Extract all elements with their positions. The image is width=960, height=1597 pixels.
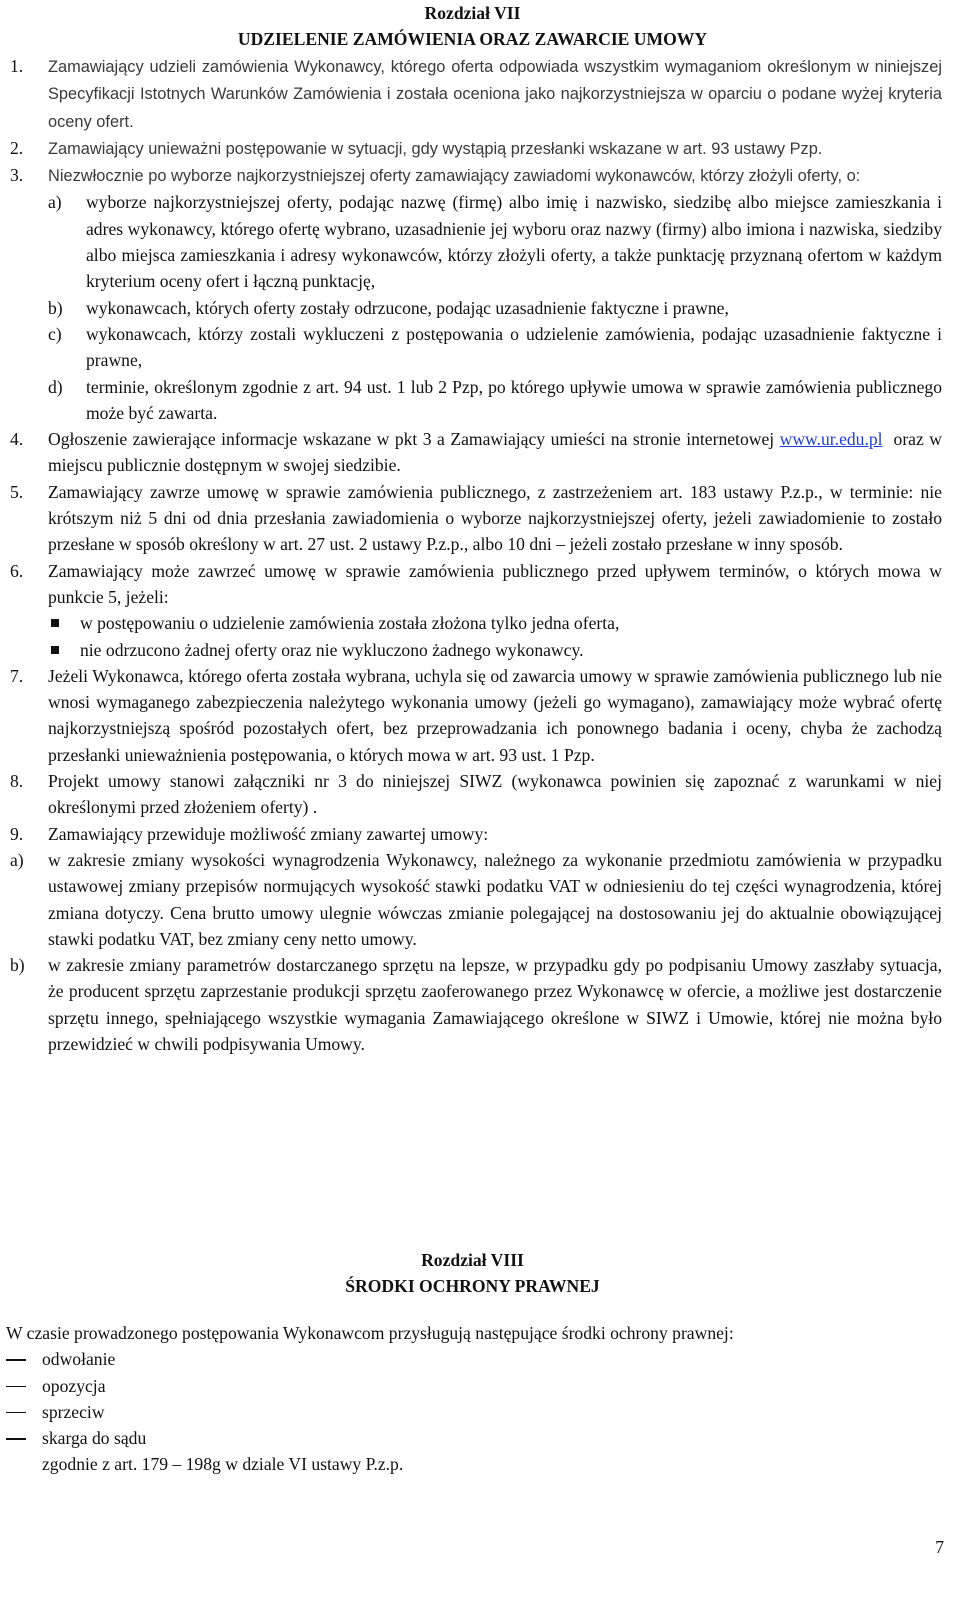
- chapter-7-body: [10, 53, 947, 1057]
- page-number: 7: [935, 1537, 944, 1557]
- chapter-7-heading: [0, 0, 945, 53]
- item-number: 9.: [10, 823, 24, 844]
- list-item: [6, 1346, 942, 1372]
- item-5: [10, 479, 942, 558]
- bullet-text: nie odrzucono żadnej oferty oraz nie wykluczono żadnego wykonawcy.: [80, 639, 584, 660]
- subitem-3a: [48, 189, 942, 294]
- subitem-label: c): [48, 323, 62, 344]
- chapter-8-body: [6, 1320, 942, 1478]
- item-text-after-link: oraz w miejscu publicznie dostępnym w swojej siedzibie.: [48, 429, 947, 476]
- remedy-text: skarga do sądu: [42, 1428, 147, 1449]
- item-text-before-link: Ogłoszenie zawierające informacje wskazane w pkt 3 a Zamawiający umieści na stronie internetowej: [48, 429, 780, 450]
- item-3: [10, 162, 942, 189]
- list-item: [6, 1373, 942, 1399]
- subitem-label: a): [10, 849, 24, 870]
- dash-bullet-icon: [6, 1359, 26, 1361]
- item-6: [10, 558, 942, 611]
- remedy-text: odwołanie: [42, 1349, 116, 1370]
- dash-bullet-icon: [6, 1412, 26, 1414]
- item-text: Zamawiający może zawrzeć umowę w sprawie zamówienia publicznego przed upływem terminów, o których mowa w punkcie 5, jeżeli:: [48, 560, 942, 607]
- subitem-text: w zakresie zmiany wysokości wynagrodzenia Wykonawcy, należnego za wykonanie przedmiotu zamówienia w przypadku ustawowej zmiany przepisów normujących wysokość stawki podatku VAT w odniesieniu do tej części wynagrodzenia, której zmiana dotyczy. Cena brutto umowy ulegnie wówczas zmianie polegającej na dostosowaniu jej do aktualnie obowiązującej stawki podatku VAT, bez zmiany ceny netto umowy.: [48, 849, 942, 949]
- item-number: 3.: [10, 165, 24, 186]
- chapter-8-subtitle: ŚRODKI OCHRONY PRAWNEJ: [345, 1276, 600, 1297]
- item-number: 2.: [10, 137, 24, 158]
- subitem-text: wykonawcach, którzy zostali wykluczeni z postępowania o udzielenie zamówienia, podając uzasadnienie faktyczne i prawne,: [86, 323, 942, 371]
- list-item: [48, 637, 942, 663]
- dash-bullet-icon: [6, 1386, 26, 1388]
- item-text: Zamawiający przewiduje możliwość zmiany zawartej umowy:: [48, 823, 489, 844]
- item-number: 1.: [10, 56, 24, 76]
- list-item: [6, 1425, 942, 1451]
- subitem-9a: [10, 847, 942, 952]
- subitem-label: b): [10, 955, 25, 976]
- chapter-8-closing: zgodnie z art. 179 – 198g w dziale VI ustawy P.z.p.: [42, 1454, 404, 1475]
- item-number: 7.: [10, 665, 24, 686]
- item-7: [10, 663, 942, 768]
- item-9: [10, 821, 942, 847]
- subitem-3b: [48, 295, 942, 321]
- item-number: 4.: [10, 429, 24, 450]
- chapter-8-intro: W czasie prowadzonego postępowania Wykonawcom przysługują następujące środki ochrony prawnej:: [6, 1323, 734, 1343]
- item-text: Niezwłocznie po wyborze najkorzystniejszej oferty zamawiający zawiadomi wykonawców, którzy złożyli oferty, o:: [48, 167, 861, 186]
- subitem-label: b): [48, 297, 63, 318]
- subitem-3c: [48, 321, 942, 374]
- item-text: Projekt umowy stanowi załączniki nr 3 do niniejszej SIWZ (wykonawca powinien się zapoznać z warunkami w niej określonymi przed złożeniem oferty) .: [48, 771, 942, 818]
- item-number: 6.: [10, 560, 24, 581]
- item-8: [10, 768, 942, 821]
- item-number: 5.: [10, 481, 24, 502]
- item-text: Zamawiający unieważni postępowanie w sytuacji, gdy wystąpią przesłanki wskazane w art. 93 ustawy Pzp.: [48, 139, 823, 158]
- chapter-8-heading: [0, 1247, 945, 1300]
- chapter-7-title: Rozdział VII: [424, 3, 521, 23]
- item-6-bullet-list: [48, 610, 942, 663]
- chapter-8-title: Rozdział VIII: [421, 1250, 524, 1270]
- item-1: [10, 53, 942, 135]
- item-2: [10, 135, 942, 162]
- item-text: Zamawiający zawrze umowę w sprawie zamówienia publicznego, z zastrzeżeniem art. 183 ustawy P.z.p., w terminie: nie krótszym niż 5 dni od dnia przesłania zawiadomienia o wyborze najkorzystniejszej oferty, jeżeli zawiadomienie to zostało przesłane w sposób określony w art. 27 ust. 2 ustawy P.z.p., albo 10 dni – jeżeli zostało przesłane w inny sposób.: [48, 481, 942, 555]
- dash-bullet-icon: [6, 1438, 26, 1440]
- item-number: 8.: [10, 771, 24, 792]
- square-bullet-icon: [51, 646, 59, 654]
- item-text: Zamawiający udzieli zamówienia Wykonawcy, którego oferta odpowiada wszystkim wymaganiom określonym w niniejszej Specyfikacji Istotnych Warunków Zamówienia i została oceniona jako najkorzystniejsza w oparciu o podane wyżej kryteria oceny ofert.: [48, 58, 942, 131]
- subitem-3d: [48, 374, 942, 427]
- remedy-text: sprzeciw: [42, 1401, 105, 1422]
- subitem-text: w zakresie zmiany parametrów dostarczanego sprzętu na lepsze, w przypadku gdy po podpisaniu Umowy zaszłaby sytuacja, że producent sprzętu zaprzestanie produkcji sprzętu zaoferowanego przez Wykonawcę w ofercie, a możliwe jest dostarczenie sprzętu innego, spełniającego wszystkie wymagania Zamawiającego określone w SIWZ i Umowie, której nie można było przewidzieć w chwili podpisywania Umowy.: [48, 955, 942, 1054]
- bullet-text: w postępowaniu o udzielenie zamówienia została złożona tylko jedna oferta,: [80, 613, 620, 634]
- square-bullet-icon: [51, 619, 59, 627]
- list-item: [6, 1399, 942, 1425]
- subitem-label: d): [48, 376, 63, 397]
- remedy-text: opozycja: [42, 1375, 106, 1396]
- subitem-text: terminie, określonym zgodnie z art. 94 ust. 1 lub 2 Pzp, po którego upływie umowa w sprawie zamówienia publicznego może być zawarta.: [86, 376, 942, 423]
- item-4: [10, 426, 947, 479]
- subitem-text: wykonawcach, których oferty zostały odrzucone, podając uzasadnienie faktyczne i prawne,: [86, 297, 729, 318]
- chapter-7-subtitle: UDZIELENIE ZAMÓWIENIA ORAZ ZAWARCIE UMOWY: [237, 29, 708, 50]
- subitem-text: wyborze najkorzystniejszej oferty, podając nazwę (firmę) albo imię i nazwisko, siedzibę albo miejsce zamieszkania i adres wykonawcy, którego ofertę wybrano, uzasadnienie jej wyboru oraz nazwy (firmy) albo imiona i nazwiska, siedziby albo miejsca zamieszkania i adresy wykonawców, którzy złożyli oferty, a także punktację przyznaną ofertom w każdym kryterium oceny ofert i łączną punktację,: [86, 192, 942, 292]
- list-item: [48, 610, 942, 636]
- subitem-9b: [10, 952, 942, 1057]
- subitem-label: a): [48, 192, 62, 213]
- item-text: Jeżeli Wykonawca, którego oferta została wybrana, uchyla się od zawarcia umowy w sprawie zamówienia publicznego lub nie wnosi wymaganego zabezpieczenia należytego wykonania umowy (jeżeli go wymagano), zamawiający może wybrać ofertę najkorzystniejszą spośród pozostałych ofert, bez przeprowadzania ich ponownego badania i oceny, chyba że zachodzą przesłanki unieważnienia postępowania, o których mowa w art. 93 ust. 1 Pzp.: [48, 665, 942, 765]
- website-link[interactable]: www.ur.edu.pl: [779, 429, 883, 450]
